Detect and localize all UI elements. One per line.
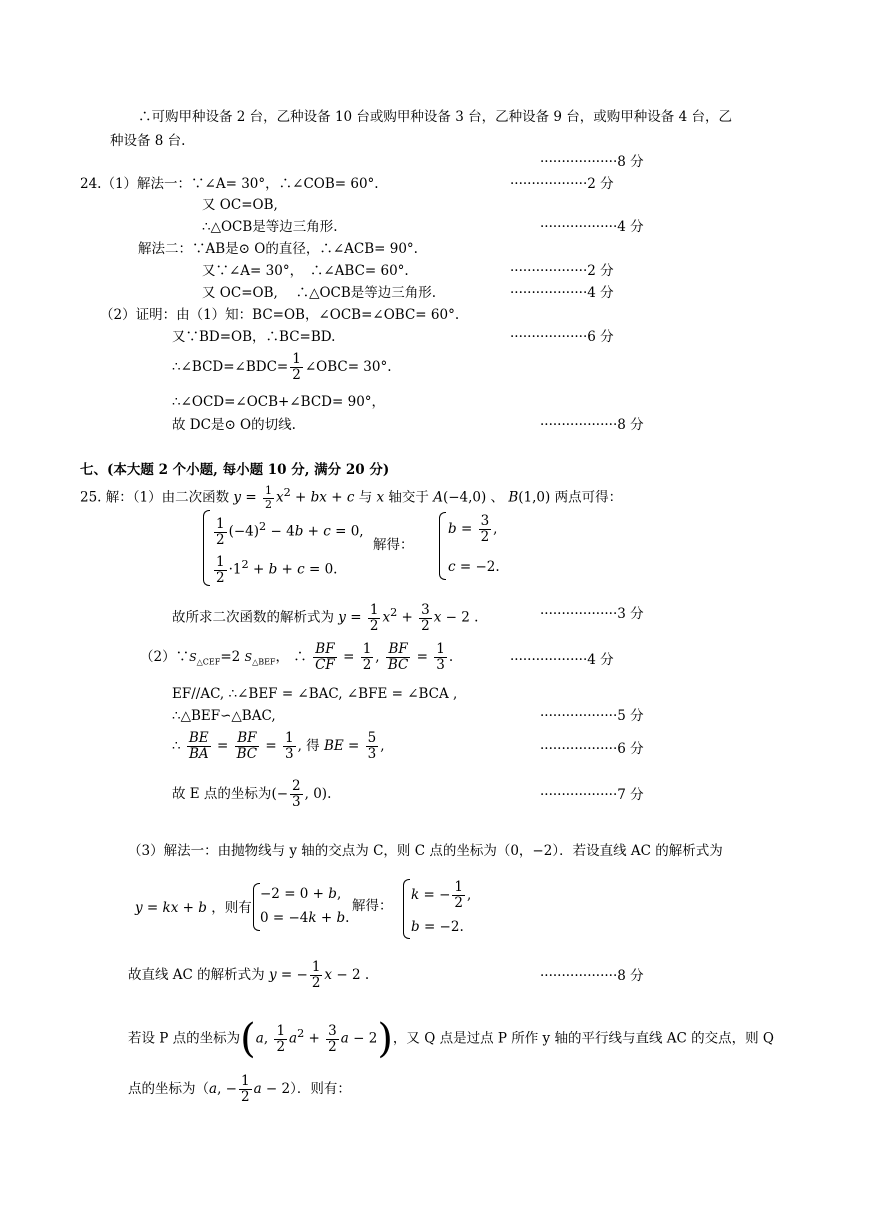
score-mark: ··················8 分 — [540, 417, 644, 433]
score-mark: ··················4 分 — [510, 285, 614, 301]
text-line: 种设备 8 台. — [110, 133, 186, 149]
text-line: 又∵BD=OB，∴BC=BD. — [172, 329, 336, 345]
formula-line: 点的坐标为（a, − $\frac{1}{2}$ a − 2）．则有： — [128, 1073, 351, 1105]
score-mark: ··················5 分 — [540, 708, 644, 724]
score-mark: ··················7 分 — [540, 787, 644, 803]
formula-line: 25. 解：（1）由二次函数 y = $\frac{1}{2}$ $x^2$ + bx + c 与 x 轴交于 A(−4,0) 、 B(1,0) 两点可得： — [80, 484, 623, 511]
text-line: EF//AC, ∴∠BEF = ∠BAC, ∠BFE = ∠BCA , — [172, 686, 458, 702]
text-line: 解法二：∵AB是⊙ O的直径，∴∠ACB= 90°. — [138, 241, 418, 257]
formula-line: 若设 P 点的坐标为(a, $\frac{1}{2}$ $a^2$ + $\frac{3}{2}$ a − 2)，又 Q 点是过点 P 所作 y 轴的平行线与直线 AC 的交点，则 Q — [128, 1016, 774, 1062]
text-line: 解得： — [352, 898, 393, 914]
text-line: 解得： — [373, 537, 414, 553]
score-mark: ··················3 分 — [540, 606, 644, 622]
text-line: 又∵∠A= 30°， ∴∠ABC= 60°. — [202, 263, 409, 279]
score-mark: ··················6 分 — [510, 329, 614, 345]
brace — [439, 512, 446, 580]
formula-line: 故 E 点的坐标为(− $\frac{2}{3}$ , 0). — [172, 778, 332, 810]
equation: $\frac{1}{2}$ $(-4)^2 - 4b + c = 0$, — [216, 515, 364, 548]
score-mark: ··················4 分 — [540, 219, 644, 235]
equation: 0 = −4k + b. — [260, 910, 350, 926]
score-mark: ··················4 分 — [510, 652, 614, 668]
formula-line: ∴ $\frac{BE}{BA}$ = $\frac{BF}{BC}$ = $\frac{1}{3}$ , 得 BE = $\frac{5}{3}$ , — [172, 730, 385, 762]
score-mark: ··················2 分 — [510, 263, 614, 279]
text-line: 故 DC是⊙ O的切线. — [172, 417, 296, 433]
score-mark: ··················8 分 — [540, 968, 644, 984]
brace — [203, 510, 210, 586]
text-line: 又 OC=OB, ∴△OCB是等边三角形. — [202, 285, 437, 301]
section-heading: 七、(本大题 2 个小题, 每小题 10 分, 满分 20 分) — [80, 462, 390, 478]
equation: b = $\frac{3}{2}$ , — [448, 513, 498, 545]
formula-line: 故直线 AC 的解析式为 y = − $\frac{1}{2}$ x − 2 . — [128, 959, 370, 991]
formula-line: $(2)\because S_{\triangle CEF}=2$ $S_{\triangle BEF}$， ∴ $\frac{BF}{CF}$ = $\frac{1}{2}$ , $\frac{BF}{BC}$ = $\frac{1}{3}$ . — [140, 641, 454, 673]
formula-line: y = kx + b ，则有 — [135, 900, 252, 916]
text-line: ∴△BEF∽△BAC, — [172, 708, 276, 724]
brace — [403, 879, 410, 939]
equation: c = −2. — [448, 559, 500, 575]
score-mark: ··················2 分 — [510, 176, 614, 192]
text-line: （3）解法一：由抛物线与 y 轴的交点为 C，则 C 点的坐标为（0，−2）．若设直线 AC 的解析式为 — [128, 843, 723, 859]
equation: k = − $\frac{1}{2}$ , — [411, 879, 472, 911]
brace — [253, 883, 260, 931]
equation: −2 = 0 + b, — [260, 886, 342, 902]
equation: $\frac{1}{2}$ $\cdot 1^2 + b + c = 0$. — [216, 553, 338, 586]
formula-line: 故所求二次函数的解析式为 y = $\frac{1}{2}$ $x^2$ + $\frac{3}{2}$ x − 2 . — [172, 601, 479, 634]
equation: b = −2. — [411, 919, 464, 935]
text-line: ∴可购甲种设备 2 台，乙种设备 10 台或购甲种设备 3 台，乙种设备 9 台，或购甲种设备 4 台，乙 — [138, 109, 732, 125]
text-line: ∴∠OCD=∠OCB+∠BCD= 90°， — [172, 394, 386, 410]
text-line: 又 OC=OB, — [202, 197, 278, 213]
score-mark: ··················6 分 — [540, 741, 644, 757]
score-mark: ··················8 分 — [540, 154, 644, 170]
question-24-heading: 24.（1）解法一：∵∠A= 30°，∴∠COB= 60°. — [80, 176, 379, 192]
text-line: （2）证明：由（1）知：BC=OB，∠OCB=∠OBC= 60°. — [100, 307, 460, 323]
formula-line: ∴∠BCD=∠BDC= $\frac{1}{2}$ ∠OBC= 30°. — [172, 351, 392, 383]
text-line: ∴△OCB是等边三角形. — [202, 219, 338, 235]
